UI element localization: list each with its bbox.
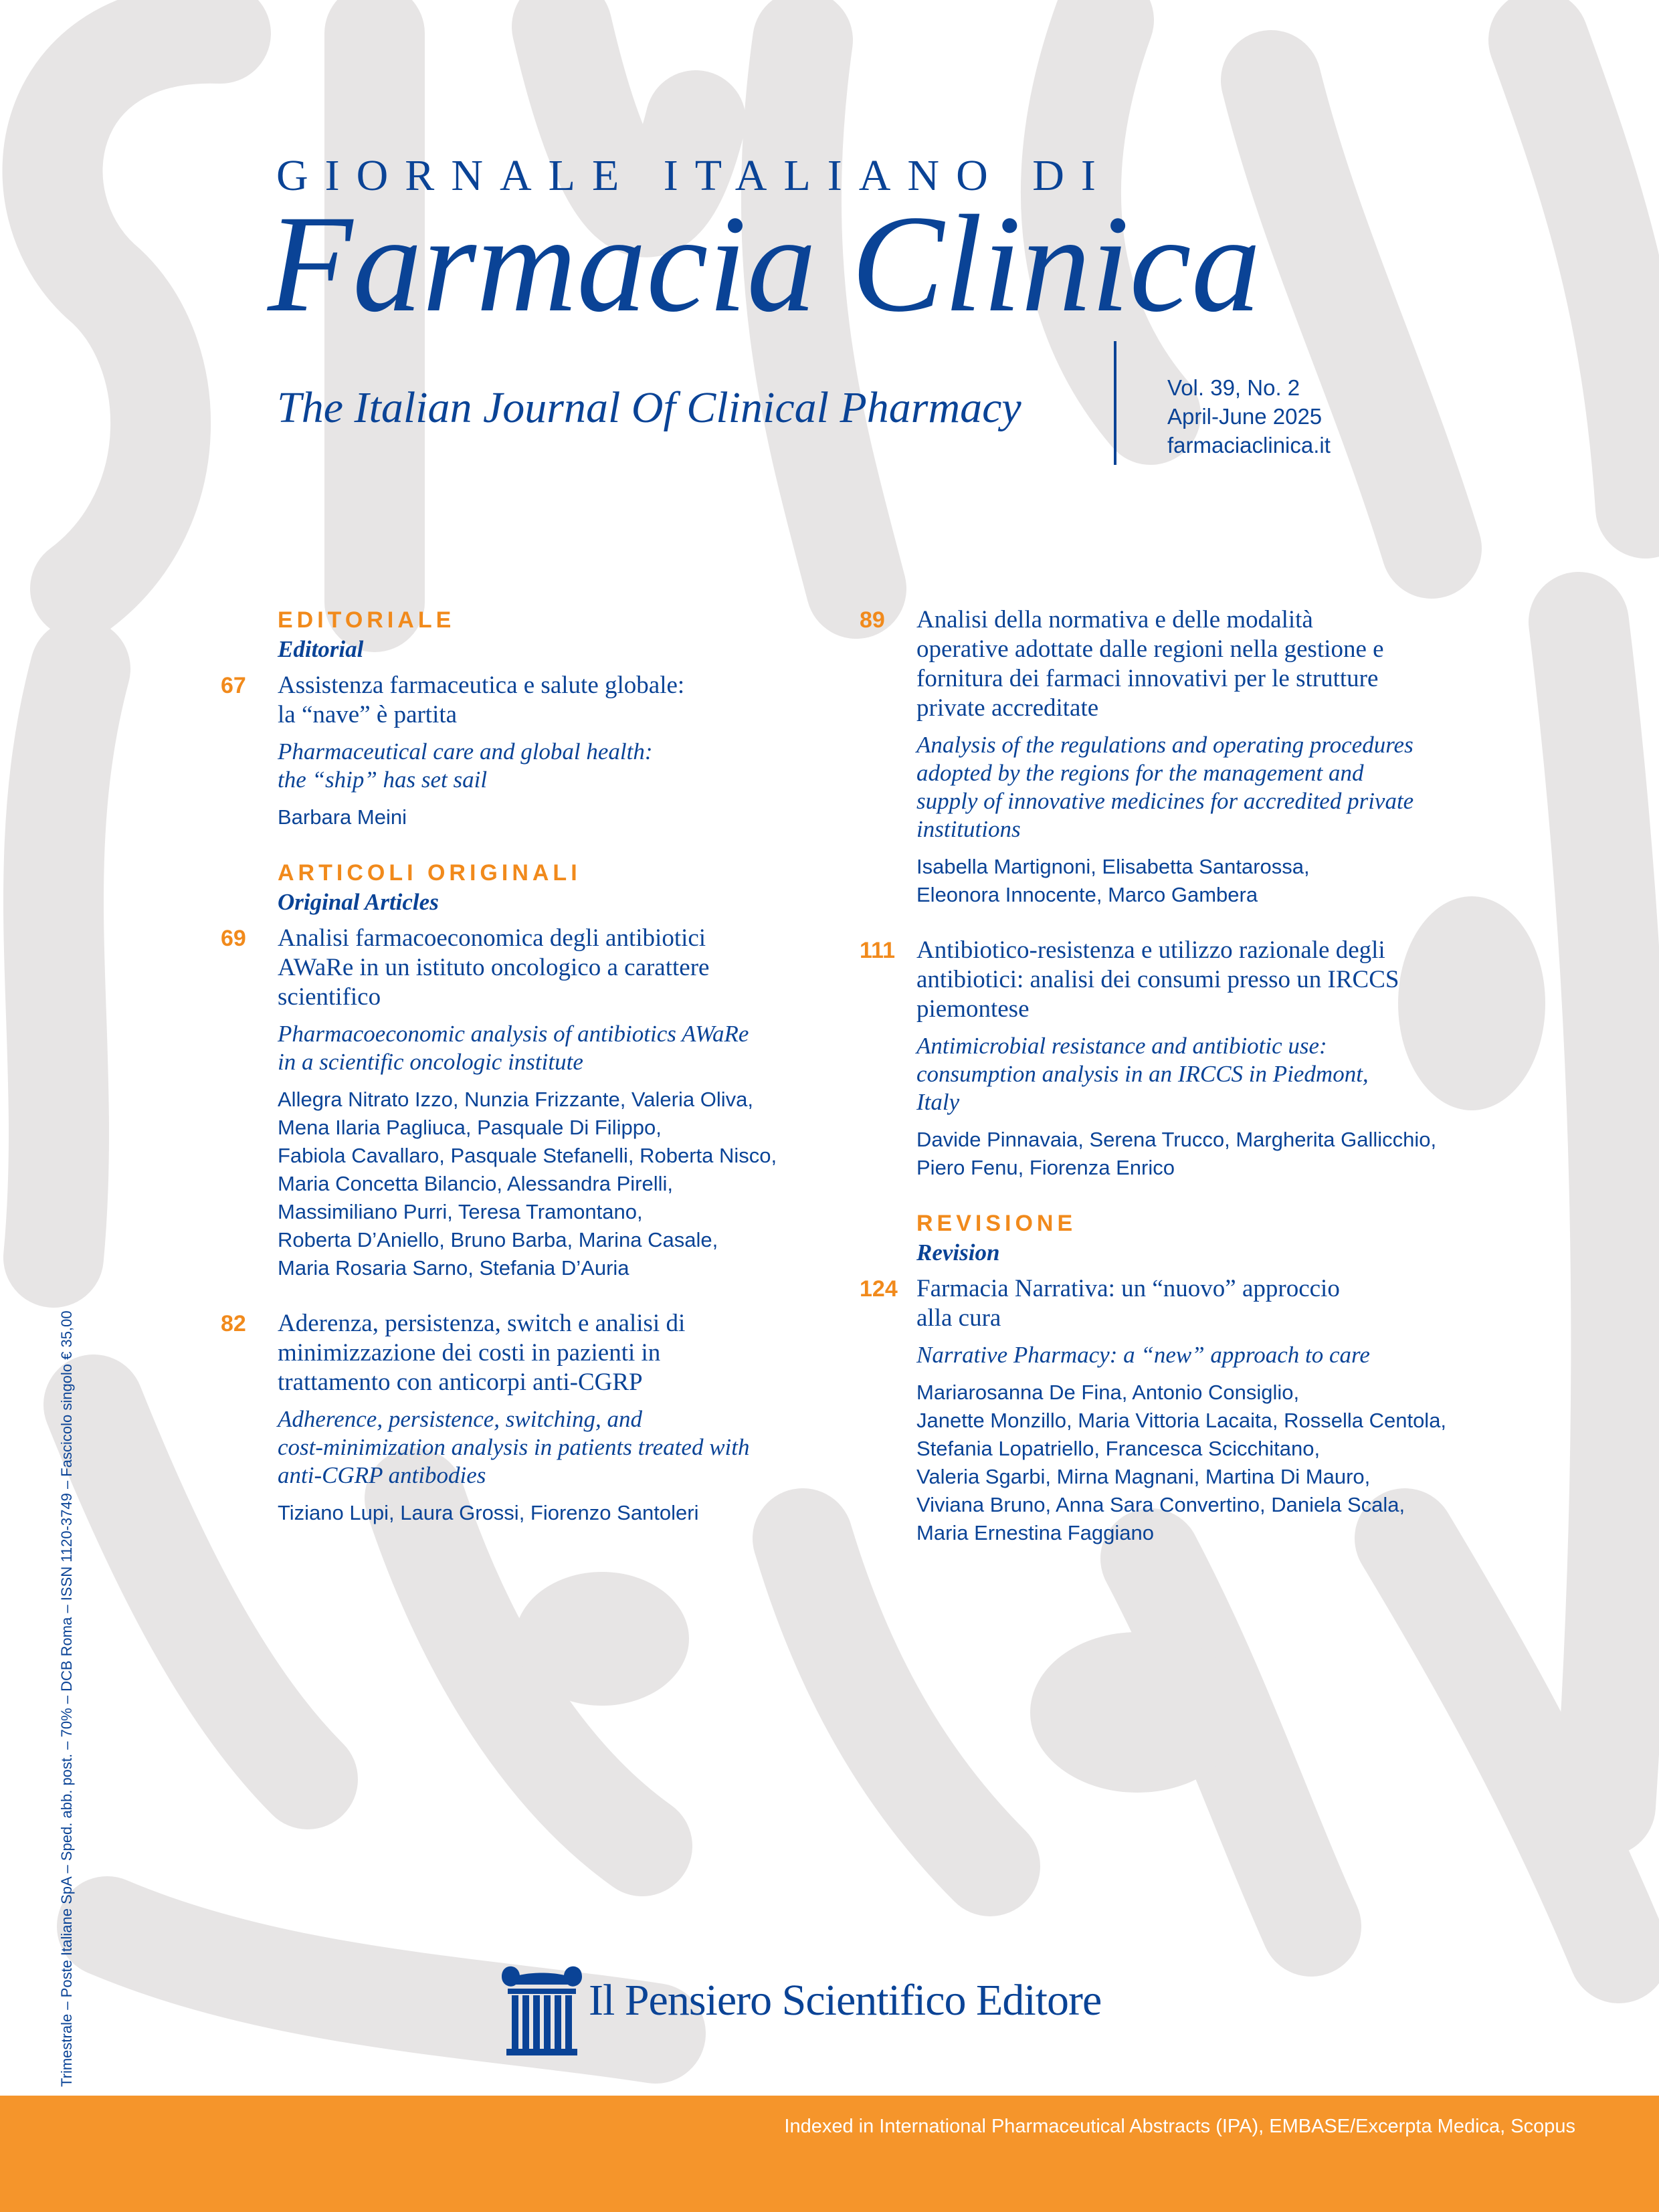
section-heading: ARTICOLI ORIGINALI	[278, 860, 581, 886]
article-authors	[916, 853, 1502, 909]
article-title-en	[278, 738, 823, 794]
article-title-line: Analisi della normativa e delle modalità	[916, 606, 1313, 633]
article-authors-line: Allegra Nitrato Izzo, Nunzia Frizzante, Valeria Oliva,	[278, 1088, 753, 1111]
toc-article[interactable]	[221, 924, 823, 1282]
article-title-en	[916, 1032, 1502, 1116]
article-title-en-line: the “ship” has set sail	[278, 767, 488, 793]
article-title-en	[916, 1341, 1502, 1369]
article-page-number: 124	[860, 1276, 898, 1302]
article-title-en	[278, 1020, 823, 1076]
article-title[interactable]	[916, 1274, 1502, 1333]
article-title[interactable]	[916, 605, 1502, 723]
article-title-en	[916, 731, 1502, 843]
article-authors-line: Maria Concetta Bilancio, Alessandra Pirelli,	[278, 1172, 673, 1195]
article-authors-line: Maria Ernestina Faggiano	[916, 1521, 1154, 1544]
toc-article[interactable]	[860, 936, 1502, 1182]
section-heading-en: Editorial	[278, 636, 364, 662]
section-heading-en: Revision	[916, 1239, 1000, 1266]
toc-section	[221, 605, 823, 831]
article-authors-line: Isabella Martignoni, Elisabetta Santarossa,	[916, 855, 1310, 878]
toc-section	[860, 605, 1502, 1182]
article-title-line: scientifico	[278, 983, 381, 1011]
article-title-line: Antibiotico-resistenza e utilizzo razionale degli	[916, 936, 1385, 964]
indexing-info: Indexed in International Pharmaceutical Abstracts (IPA), EMBASE/Excerpta Medica, Scopus	[784, 2116, 1575, 2137]
article-authors-line: Davide Pinnavaia, Serena Trucco, Margherita Gallicchio,	[916, 1128, 1437, 1151]
toc-article[interactable]	[221, 1309, 823, 1527]
article-title[interactable]	[278, 1309, 823, 1397]
postal-info-vertical: Trimestrale – Poste Italiane SpA – Sped. abb. post. – 70% – DCB Roma – ISSN 1120-3749 – Fascicolo singolo € 35,00	[58, 1310, 75, 2087]
toc-article[interactable]	[860, 1274, 1502, 1547]
article-authors-line: Fabiola Cavallaro, Pasquale Stefanelli, Roberta Nisco,	[278, 1144, 777, 1167]
article-page-number: 82	[221, 1311, 246, 1336]
article-title-en-line: Analysis of the regulations and operating procedures	[916, 732, 1413, 758]
article-authors-line: Tiziano Lupi, Laura Grossi, Fiorenzo Santoleri	[278, 1501, 699, 1524]
footer-bar	[0, 2096, 1659, 2212]
article-title-line: antibiotici: analisi dei consumi presso un IRCCS	[916, 966, 1399, 993]
article-page-number: 111	[860, 938, 895, 963]
article-title-en-line: in a scientific oncologic institute	[278, 1049, 583, 1075]
article-title-line: minimizzazione dei costi in pazienti in	[278, 1339, 661, 1367]
article-title-line: private accreditate	[916, 694, 1099, 722]
article-title-line: AWaRe in un istituto oncologico a carattere	[278, 954, 710, 981]
article-page-number: 89	[860, 607, 885, 633]
article-title-en-line: anti-CGRP antibodies	[278, 1462, 486, 1488]
article-authors-line: Roberta D’Aniello, Bruno Barba, Marina Casale,	[278, 1228, 718, 1251]
article-authors-line: Piero Fenu, Fiorenza Enrico	[916, 1156, 1175, 1179]
toc-article[interactable]	[860, 605, 1502, 909]
toc-section	[221, 858, 823, 1527]
article-title-en-line: institutions	[916, 816, 1021, 842]
toc-section	[860, 1209, 1502, 1547]
article-title-line: Aderenza, persistenza, switch e analisi di	[278, 1310, 686, 1337]
article-title-en	[278, 1405, 823, 1490]
article-title-line: alla cura	[916, 1304, 1001, 1332]
article-title-line: operative adottate dalle regioni nella gestione e	[916, 635, 1384, 663]
article-page-number: 67	[221, 673, 246, 698]
toc-article[interactable]	[221, 671, 823, 831]
article-authors-line: Barbara Meini	[278, 805, 407, 829]
article-authors	[278, 1499, 823, 1527]
article-title-en-line: Pharmaceutical care and global health:	[278, 738, 653, 765]
article-title[interactable]	[278, 924, 823, 1012]
article-authors	[916, 1379, 1502, 1547]
article-title-en-line: Pharmacoeconomic analysis of antibiotics AWaRe	[278, 1021, 749, 1047]
article-authors-line: Mena Ilaria Pagliuca, Pasquale Di Filippo,	[278, 1116, 662, 1139]
article-title-en-line: consumption analysis in an IRCCS in Piedmont,	[916, 1061, 1369, 1087]
article-title-en-line: Narrative Pharmacy: a “new” approach to care	[916, 1342, 1370, 1368]
article-authors-line: Viviana Bruno, Anna Sara Convertino, Daniela Scala,	[916, 1493, 1405, 1516]
article-authors	[278, 1086, 823, 1282]
article-authors-line: Valeria Sgarbi, Mirna Magnani, Martina Di Mauro,	[916, 1465, 1371, 1488]
journal-supertitle: GIORNALE ITALIANO DI	[276, 151, 1112, 200]
article-title-en-line: Antimicrobial resistance and antibiotic use:	[916, 1033, 1327, 1059]
publisher-name: Il Pensiero Scientifico Editore	[589, 1976, 1102, 2025]
issue-info	[1167, 373, 1331, 460]
article-authors	[278, 803, 823, 831]
article-title-line: piemontese	[916, 995, 1030, 1023]
article-title-line: trattamento con anticorpi anti-CGRP	[278, 1369, 643, 1396]
article-title-en-line: Adherence, persistence, switching, and	[278, 1406, 642, 1432]
journal-title: Farmacia Clinica	[268, 187, 1261, 340]
article-authors-line: Stefania Lopatriello, Francesca Scicchitano,	[916, 1437, 1321, 1460]
article-authors-line: Maria Rosaria Sarno, Stefania D’Auria	[278, 1256, 629, 1280]
article-page-number: 69	[221, 926, 246, 951]
journal-website[interactable]: farmaciaclinica.it	[1167, 433, 1331, 458]
article-title-line: la “nave” è partita	[278, 701, 458, 728]
ionic-column-icon	[498, 1956, 585, 2057]
section-heading-en: Original Articles	[278, 889, 439, 915]
article-title-en-line: cost-minimization analysis in patients treated with	[278, 1434, 750, 1460]
toc-right-column	[860, 605, 1502, 1574]
article-title-line: Analisi farmacoeconomica degli antibiotici	[278, 924, 706, 952]
article-authors-line: Massimiliano Purri, Teresa Tramontano,	[278, 1200, 643, 1223]
issue-volume: Vol. 39, No. 2	[1167, 375, 1300, 400]
journal-subtitle: The Italian Journal Of Clinical Pharmacy	[277, 383, 1021, 432]
article-title-line: fornitura dei farmaci innovativi per le strutture	[916, 665, 1379, 692]
article-authors	[916, 1126, 1502, 1182]
section-heading: REVISIONE	[916, 1211, 1077, 1236]
article-title[interactable]	[916, 936, 1502, 1024]
article-authors-line: Janette Monzillo, Maria Vittoria Lacaita, Rossella Centola,	[916, 1409, 1447, 1432]
article-title-line: Assistenza farmaceutica e salute globale:	[278, 672, 685, 699]
article-title-line: Farmacia Narrativa: un “nuovo” approccio	[916, 1275, 1340, 1302]
toc-left-column	[221, 605, 823, 1554]
header-divider	[1114, 341, 1116, 465]
publisher-logo	[498, 1956, 1167, 2057]
article-title-en-line: Italy	[916, 1089, 960, 1115]
issue-period: April-June 2025	[1167, 404, 1323, 429]
article-title-en-line: adopted by the regions for the management and	[916, 760, 1364, 786]
section-heading: EDITORIALE	[278, 607, 456, 633]
article-authors-line: Mariarosanna De Fina, Antonio Consiglio,	[916, 1381, 1300, 1404]
article-title[interactable]	[278, 671, 823, 730]
article-title-en-line: supply of innovative medicines for accredited private	[916, 788, 1414, 814]
article-authors-line: Eleonora Innocente, Marco Gambera	[916, 883, 1258, 906]
